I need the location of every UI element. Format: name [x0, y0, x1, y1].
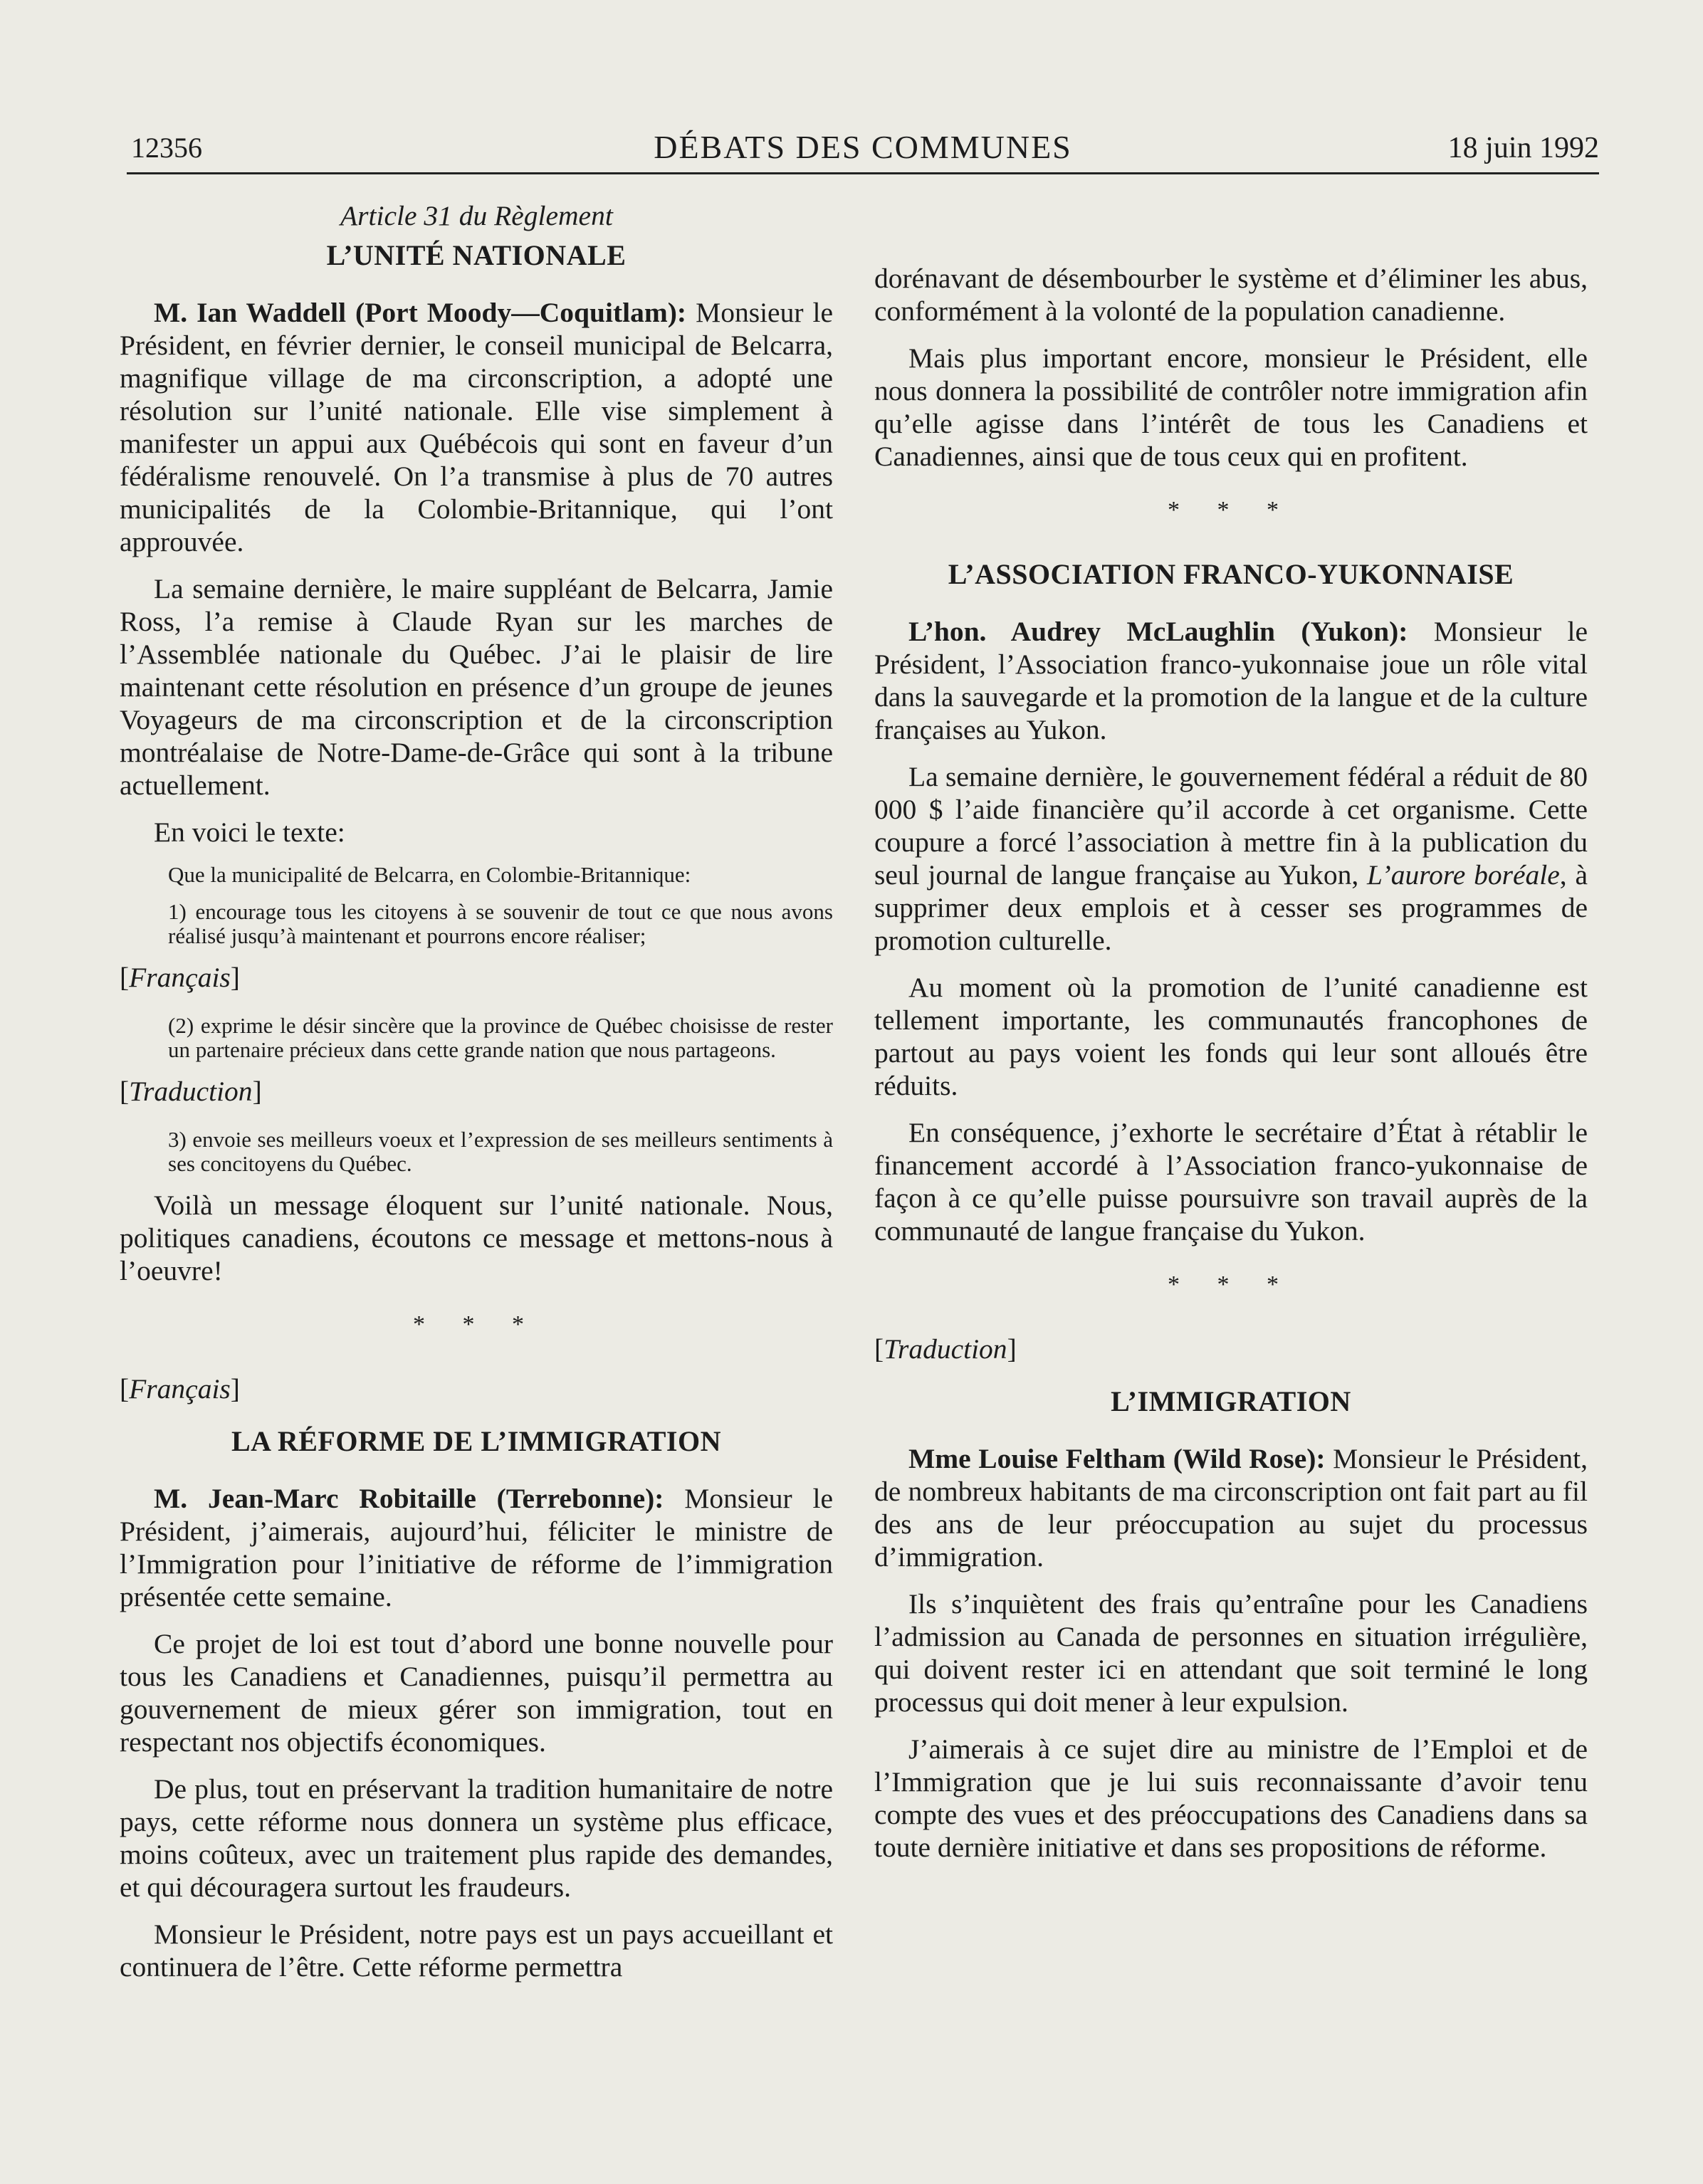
- paragraph: dorénavant de désembourber le système et d’éliminer les abus, conformément à la volonté de la population canadienne.: [874, 263, 1588, 327]
- speaker-name: L’hon. Audrey McLaughlin (Yukon):: [908, 616, 1408, 647]
- language-tag: [Traduction]: [874, 1333, 1017, 1365]
- page-number: 12356: [131, 132, 202, 164]
- paragraph: Mais plus important encore, monsieur le Président, elle nous donnera la possibilité de contrôler notre immigration afin qu’elle agisse dans l’intérêt de tous les Canadiens et Canadiennes, ainsi que de tous ceux qui en profitent.: [874, 342, 1588, 472]
- resolution-quote: 3) envoie ses meilleurs voeux et l’expression de ses meilleurs sentiments à ses concitoyens du Québec.: [168, 1127, 833, 1176]
- paragraph: En conséquence, j’exhorte le secrétaire d’État à rétablir le financement accordé à l’Association franco-yukonnaise de façon à ce qu’elle puisse poursuivre son travail auprès de la communauté de langue française du Yukon.: [874, 1117, 1588, 1246]
- paragraph: La semaine dernière, le gouvernement fédéral a réduit de 80 000 $ l’aide financière qu’il accorde à cet organisme. Cette coupure a forcé l’association à mettre fin à la publication du seul journal de langue française au Yukon, L’aurore boréale, à supprimer deux emplois et à cesser ses programmes de promotion culturelle.: [874, 761, 1588, 956]
- speaker-name: Mme Louise Feltham (Wild Rose):: [908, 1443, 1326, 1474]
- section-separator: * * *: [413, 1311, 540, 1338]
- paragraph: Voilà un message éloquent sur l’unité nationale. Nous, politiques canadiens, écoutons ce message et mettons-nous à l’oeuvre!: [120, 1190, 833, 1286]
- section-title-franco-yukonnaise: L’ASSOCIATION FRANCO-YUKONNAISE: [948, 558, 1514, 590]
- language-tag: [Français]: [120, 962, 240, 993]
- paragraph: L’hon. Audrey McLaughlin (Yukon): Monsieur le Président, l’Association franco-yukonnaise joue un rôle vital dans la sauvegarde et la promotion de la langue et de la culture françaises au Yukon.: [874, 616, 1588, 745]
- resolution-quote: Que la municipalité de Belcarra, en Colombie-Britannique:: [168, 862, 691, 887]
- section-separator: * * *: [1168, 1271, 1294, 1298]
- paragraph: Ce projet de loi est tout d’abord une bonne nouvelle pour tous les Canadiens et Canadiennes, puisqu’il permettra au gouvernement de mieux gérer son immigration, tout en respectant nos objectifs économiques.: [120, 1628, 833, 1758]
- resolution-quote: (2) exprime le désir sincère que la province de Québec choisisse de rester un partenaire précieux dans cette grande nation que nous partageons.: [168, 1013, 833, 1062]
- paragraph: Au moment où la promotion de l’unité canadienne est tellement importante, les communautés francophones de partout au pays voient les fonds qui leur sont alloués être réduits.: [874, 972, 1588, 1101]
- section-title-reforme-immigration: LA RÉFORME DE L’IMMIGRATION: [231, 1425, 721, 1457]
- publication-name: L’aurore boréale: [1367, 859, 1560, 891]
- paragraph: J’aimerais à ce sujet dire au ministre de l’Emploi et de l’Immigration que je lui suis reconnaissante d’avoir tenu compte des vues et des préoccupations des Canadiens dans sa toute dernière initiative et dans ses propositions de réforme.: [874, 1733, 1588, 1863]
- paragraph: Mme Louise Feltham (Wild Rose): Monsieur le Président, de nombreux habitants de ma circonscription ont fait part au fil des ans de leur préoccupation au sujet du processus d’immigration.: [874, 1443, 1588, 1573]
- paragraph: La semaine dernière, le maire suppléant de Belcarra, Jamie Ross, l’a remise à Claude Ryan sur les marches de l’Assemblée nationale du Québec. J’ai le plaisir de lire maintenant cette résolution en présence d’un groupe de jeunes Voyageurs de ma circonscription et de la circonscription montréalaise de Notre-Dame-de-Grâce qui sont à la tribune actuellement.: [120, 573, 833, 801]
- page-header: [127, 122, 1599, 174]
- speaker-name: M. Ian Waddell (Port Moody—Coquitlam):: [154, 297, 687, 328]
- speaker-name: M. Jean-Marc Robitaille (Terrebonne):: [154, 1483, 664, 1514]
- section-title-unite-nationale: L’UNITÉ NATIONALE: [326, 239, 627, 271]
- paragraph: Monsieur le Président, notre pays est un pays accueillant et continuera de l’être. Cette réforme permettra: [120, 1918, 833, 1983]
- publication-title: DÉBATS DES COMMUNES: [654, 129, 1072, 165]
- paragraph: M. Jean-Marc Robitaille (Terrebonne): Monsieur le Président, j’aimerais, aujourd’hui, féliciter le ministre de l’Immigration pour l’initiative de réforme de l’immigration présentée cette semaine.: [120, 1483, 833, 1612]
- paragraph: En voici le texte:: [154, 817, 345, 848]
- right-column: [874, 262, 1588, 1878]
- article-heading: Article 31 du Règlement: [340, 200, 613, 231]
- section-separator: * * *: [1168, 497, 1294, 523]
- language-tag: [Français]: [120, 1373, 240, 1405]
- language-tag: [Traduction]: [120, 1076, 262, 1107]
- resolution-quote: 1) encourage tous les citoyens à se souvenir de tout ce que nous avons réalisé jusqu’à maintenant et pourrons encore réaliser;: [168, 899, 833, 948]
- section-title-immigration: L’IMMIGRATION: [1111, 1385, 1351, 1417]
- paragraph: De plus, tout en préservant la tradition humanitaire de notre pays, cette réforme nous donnera un système plus efficace, moins coûteux, avec un traitement plus rapide des demandes, et qui découragera surtout les fraudeurs.: [120, 1773, 833, 1903]
- paragraph: Ils s’inquiètent des frais qu’entraîne pour les Canadiens l’admission au Canada de personnes en situation irrégulière, qui doivent rester ici en attendant que soit terminé le long processus qui doit mener à leur expulsion.: [874, 1588, 1588, 1718]
- publication-date: 18 juin 1992: [1447, 132, 1599, 164]
- left-column: [120, 199, 833, 1997]
- paragraph: M. Ian Waddell (Port Moody—Coquitlam): Monsieur le Président, en février dernier, le conseil municipal de Belcarra, magnifique village de ma circonscription, a adopté une résolution sur l’unité nationale. Elle vise simplement à manifester un appui aux Québécois qui sont en faveur d’un fédéralisme renouvelé. On l’a transmise à plus de 70 autres municipalités de la Colombie-Britannique, qui l’ont approuvée.: [120, 297, 833, 557]
